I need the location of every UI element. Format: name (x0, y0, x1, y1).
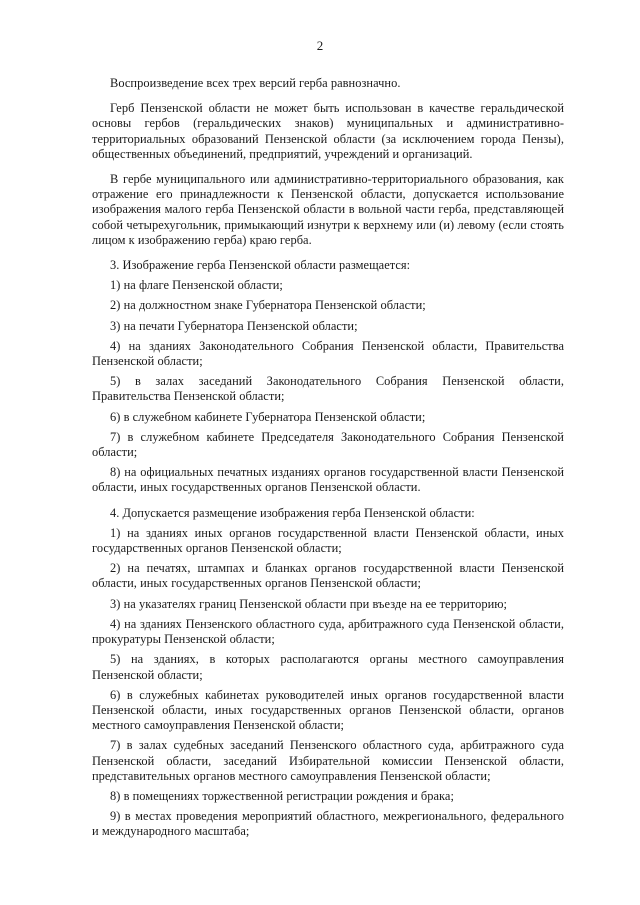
section-3-heading: 3. Изображение герба Пензенской области размещается: (110, 258, 411, 273)
page-number: 2 (316, 38, 324, 53)
section-3-item-4: 4) на зданиях Законодательного Собрания Пензенской области, Правительства Пензенской области; (92, 338, 564, 369)
section-4-item-5: 5) на зданиях, в которых располагаются органы местного самоуправления Пензенской области; (92, 652, 564, 682)
section-4-item-2: 2) на печатях, штампах и бланках органов государственной власти Пензенской области, иных государственных органов Пензенской области; (92, 561, 564, 591)
section-4-item-4: 4) на зданиях Пензенского областного суда, арбитражного суда Пензенской области, прокуратуры Пензенской области; (92, 616, 564, 647)
section-4-item-7: 7) в залах судебных заседаний Пензенского областного суда, арбитражного суда Пензенской области, заседаний Избирательной комиссии Пензенской области, представительных органов местного самоуправления Пензенской области; (92, 738, 564, 783)
section-4-item-6: 6) в служебных кабинетах руководителей иных органов государственной власти Пензенской области, иных государственных органов Пензенской области, органов местного самоуправления Пензенской области; (92, 687, 564, 733)
paragraph-versions-equal: Воспроизведение всех трех версий герба равнозначно. (110, 76, 401, 90)
paragraph-usage-restriction: Герб Пензенской области не может быть использован в качестве геральдической основы гербов (геральдических знаков) муниципальных и административно-территориальных образований Пензенской области (за исключением города Пензы), общественных объединений, предприятий, учреждений и организаций. (92, 101, 564, 161)
section-3-item-5: 5) в залах заседаний Законодательного Собрания Пензенской области, Правительства Пензенской области; (92, 374, 564, 404)
section-3-item-8: 8) на официальных печатных изданиях органов государственной власти Пензенской области, иных государственных органов Пензенской области. (92, 465, 564, 495)
section-3-item-7: 7) в служебном кабинете Председателя Законодательного Собрания Пензенской области; (92, 429, 564, 460)
section-3-item-6: 6) в служебном кабинете Губернатора Пензенской области; (110, 409, 426, 424)
section-4-item-3: 3) на указателях границ Пензенской области при въезде на ее территорию; (110, 596, 508, 611)
paragraph-municipal-arms: В гербе муниципального или административно-территориального образования, как отражение его принадлежности к Пензенской области, допускается использование изображения малого герба Пензенской области в вольной части герба, представляющей собой четырехугольник, примыкающий изнутри к верхнему или (и) левому (если стоять лицом к изображению герба) краю герба. (92, 172, 564, 247)
section-3-item-3: 3) на печати Губернатора Пензенской области; (110, 318, 358, 333)
section-3-item-2: 2) на должностном знаке Губернатора Пензенской области; (110, 298, 426, 313)
document-body (92, 76, 564, 840)
section-4-item-9: 9) в местах проведения мероприятий областного, межрегионального, федерального и международного масштаба; (92, 809, 564, 839)
section-4-heading: 4. Допускается размещение изображения герба Пензенской области: (110, 505, 475, 520)
section-4-item-1: 1) на зданиях иных органов государственной власти Пензенской области, иных государственных органов Пензенской области; (92, 525, 564, 556)
section-4-item-8: 8) в помещениях торжественной регистрации рождения и брака; (110, 788, 454, 803)
section-3-item-1: 1) на флаге Пензенской области; (110, 278, 283, 293)
